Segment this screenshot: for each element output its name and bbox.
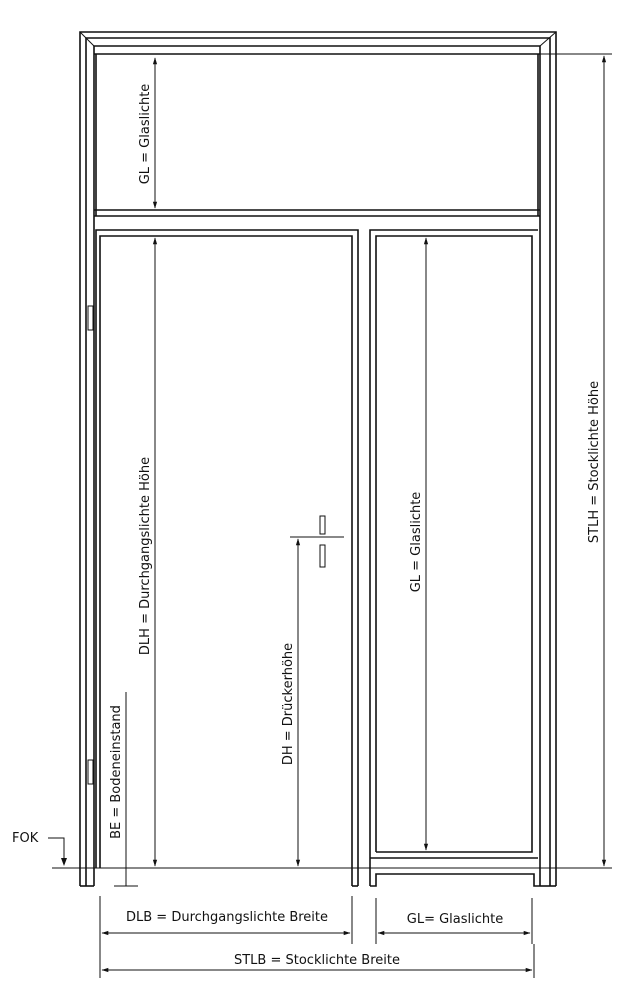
side-light-panel xyxy=(370,230,540,886)
door-handle-icon xyxy=(320,516,325,534)
lock-cylinder-icon xyxy=(320,545,325,567)
dh-label: DH = Drückerhöhe xyxy=(281,642,296,766)
gl-top-label: GL = Glaslichte xyxy=(138,83,153,185)
transom-panel xyxy=(94,54,540,216)
dlb-label: DLB = Durchgangslichte Breite xyxy=(125,910,329,925)
dlh-label: DLH = Durchgangslichte Höhe xyxy=(138,456,153,656)
dim-dlh xyxy=(138,238,155,866)
dim-dh xyxy=(281,537,344,866)
stlh-label: STLH = Stocklichte Höhe xyxy=(587,380,602,544)
dim-gl-side xyxy=(409,238,426,850)
dim-stlb xyxy=(100,944,534,978)
fok-label: FOK xyxy=(12,831,39,846)
hinge-bottom-icon xyxy=(88,760,93,784)
dim-be xyxy=(109,692,138,886)
floor-line xyxy=(12,831,612,868)
gl-bottom-label: GL= Glaslichte xyxy=(406,912,504,927)
dim-gl-bottom xyxy=(376,898,532,944)
be-label: BE = Bodeneinstand xyxy=(109,705,124,839)
stlb-label: STLB = Stocklichte Breite xyxy=(233,953,401,968)
dim-gl-top xyxy=(138,58,155,208)
door-opening xyxy=(88,230,358,886)
dim-dlb xyxy=(100,896,352,944)
gl-side-label: GL = Glaslichte xyxy=(409,491,424,593)
hinge-top-icon xyxy=(88,306,93,330)
